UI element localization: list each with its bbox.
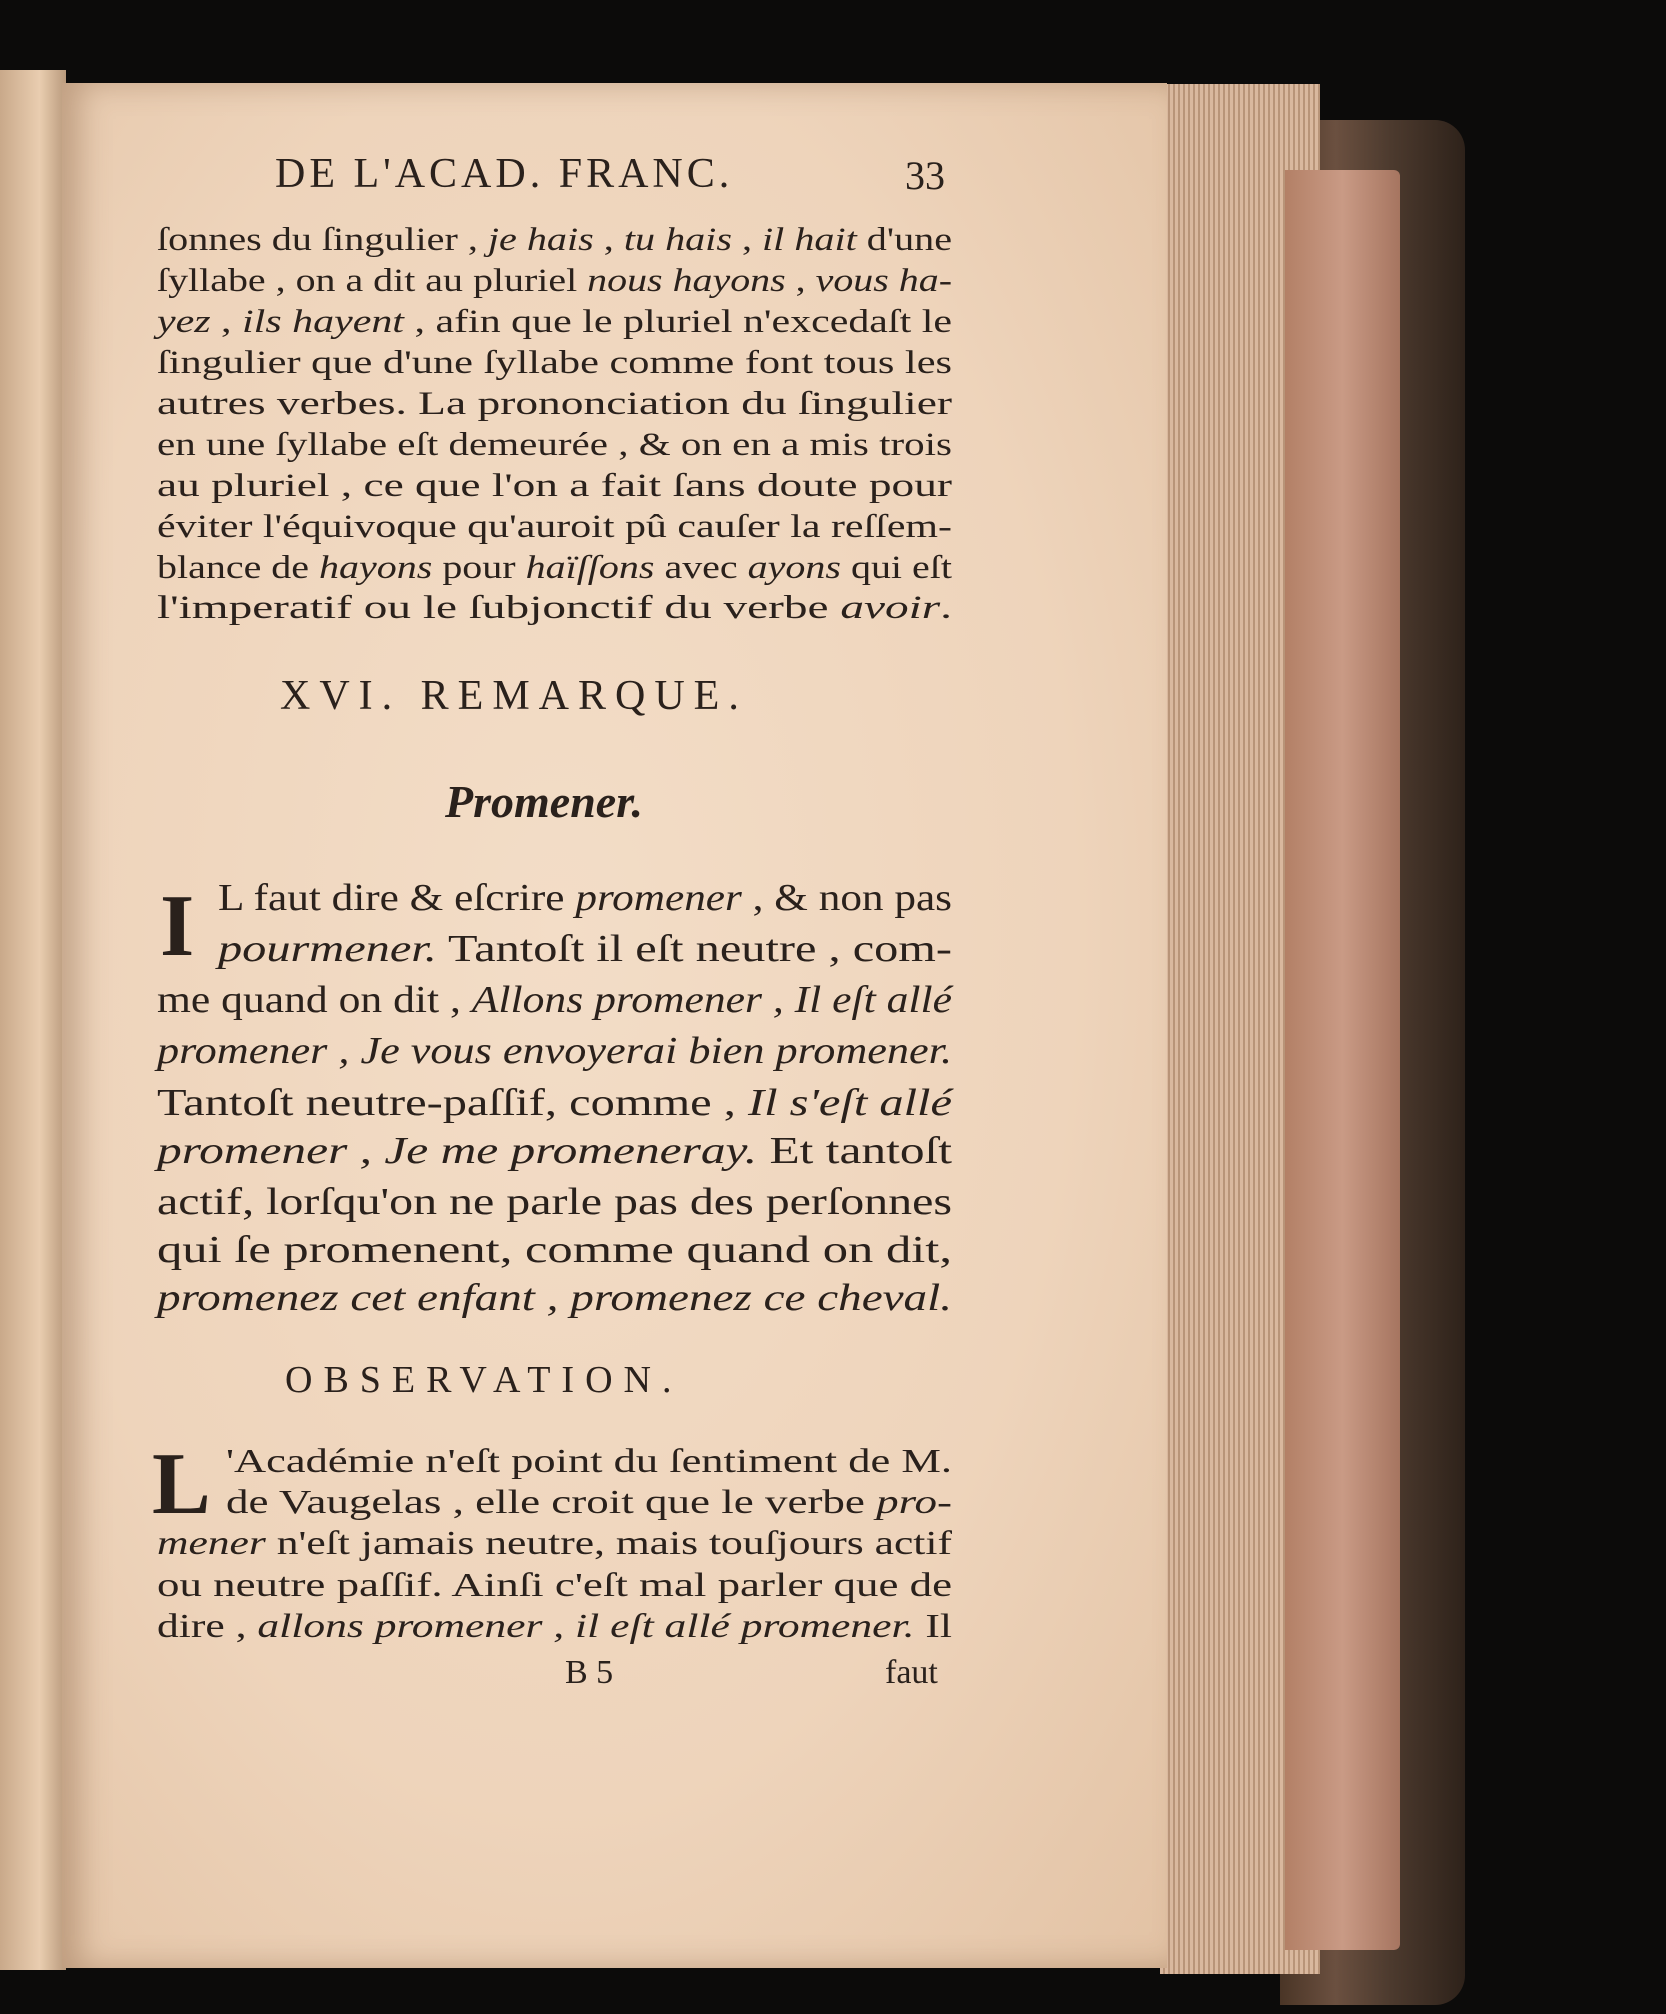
text: qui eſt <box>840 550 952 586</box>
text-line <box>157 980 952 1020</box>
page-number: 33 <box>905 153 945 198</box>
text-line <box>157 261 952 301</box>
text-line <box>157 466 952 506</box>
text: , <box>210 304 243 340</box>
italic-text: hayons <box>319 550 433 586</box>
left-page <box>0 70 66 1970</box>
remarque-title: Promener. <box>445 776 644 827</box>
italic-text: haïſſons <box>525 550 655 586</box>
text: l'imperatif ou le ſubjonctif du verbe <box>157 590 841 626</box>
text: ſyllabe , on a dit au pluriel <box>157 263 588 299</box>
text: de Vaugelas , elle croit que le verbe <box>226 1484 877 1521</box>
observation-heading: OBSERVATION. <box>285 1359 683 1401</box>
text: autres verbes. La prononciation du ſingulier <box>157 386 952 422</box>
text: n'eſt jamais neutre, mais touſjours actif <box>265 1525 952 1562</box>
text: . <box>940 590 952 626</box>
italic-text: je hais <box>487 222 594 258</box>
text: ou neutre paſſif. Ainſi c'eſt mal parler que de <box>157 1567 952 1604</box>
italic-text: pourmener. <box>218 928 437 970</box>
italic-text: pro- <box>876 1484 952 1521</box>
italic-text: avoir <box>840 590 941 626</box>
dropcap-i: I <box>160 878 195 975</box>
text-line <box>157 425 952 465</box>
italic-text: allons promener , il eſt allé promener. <box>257 1608 915 1645</box>
text: éviter l'équivoque qu'auroit pû cauſer la reſſem- <box>157 509 952 545</box>
text-line <box>157 220 952 260</box>
text: d'une <box>856 222 952 258</box>
text: Tantoſt neutre-paſſif, comme , <box>157 1082 748 1124</box>
text-line <box>157 1524 952 1564</box>
text-line <box>218 878 952 918</box>
text: avec <box>654 550 748 586</box>
catchword: faut <box>885 1654 938 1691</box>
italic-text: Allons promener , Il eſt allé <box>471 979 952 1021</box>
text: au pluriel , ce que l'on a fait ſans doute pour <box>157 468 952 504</box>
text-line <box>157 507 952 547</box>
text-line <box>157 1182 952 1222</box>
text-line <box>157 548 952 588</box>
text: me quand on dit , <box>157 979 472 1021</box>
italic-text: promener <box>575 877 742 919</box>
text-line <box>157 1131 952 1171</box>
text-line <box>157 588 952 628</box>
italic-text: ayons <box>747 550 841 586</box>
text: dire , <box>157 1608 258 1645</box>
fore-edge <box>1285 170 1400 1950</box>
text: blance de <box>157 550 320 586</box>
italic-text: mener <box>157 1525 266 1562</box>
text-line <box>157 1031 952 1071</box>
italic-text: promenez cet enfant , promenez ce cheval. <box>157 1277 952 1319</box>
text: pour <box>432 550 526 586</box>
dropcap-l: L <box>152 1436 211 1533</box>
text: L faut dire & eſcrire <box>218 877 576 919</box>
text: , <box>731 222 763 258</box>
text: , & non pas <box>741 877 952 919</box>
text: , <box>785 263 816 299</box>
text-line <box>157 302 952 342</box>
text-line <box>157 1230 952 1270</box>
italic-text: yez <box>157 304 211 340</box>
running-head: DE L'ACAD. FRANC. <box>275 151 734 197</box>
text: ſingulier que d'une ſyllabe comme font tous les <box>157 345 953 381</box>
italic-text: promener , Je vous envoyerai bien promener. <box>157 1030 952 1072</box>
italic-text: ils hayent <box>242 304 404 340</box>
text: , afin que le pluriel n'excedaſt le <box>403 304 952 340</box>
text: Il <box>914 1608 952 1645</box>
text: ſonnes du ſingulier , <box>157 222 488 258</box>
text-line <box>226 1483 952 1523</box>
remarque-heading: XVI. REMARQUE. <box>280 673 748 719</box>
text: Tantoſt il eſt neutre , com- <box>436 928 952 970</box>
italic-text: vous ha- <box>815 263 952 299</box>
italic-text: tu hais <box>623 222 732 258</box>
text: , <box>593 222 624 258</box>
text-line <box>226 1442 952 1482</box>
text-line <box>157 343 952 383</box>
text-line <box>157 1566 952 1606</box>
text: Et tantoſt <box>757 1130 952 1172</box>
text: qui ſe promenent, comme quand on dit, <box>157 1229 952 1271</box>
italic-text: il hait <box>762 222 857 258</box>
italic-text: promener , Je me promeneray. <box>157 1130 758 1172</box>
text-line <box>157 384 952 424</box>
signature-mark: B 5 <box>565 1654 614 1691</box>
text-line <box>157 1607 952 1647</box>
italic-text: nous hayons <box>587 263 786 299</box>
text: en une ſyllabe eſt demeurée , & on en a mis trois <box>157 427 952 463</box>
text-line <box>157 1278 952 1318</box>
italic-text: Il s'eſt allé <box>747 1082 952 1124</box>
text: actif, lorſqu'on ne parle pas des perſonnes <box>157 1181 952 1223</box>
text-line <box>157 1083 952 1123</box>
text-line <box>218 929 952 969</box>
text: 'Académie n'eſt point du ſentiment de M. <box>226 1443 952 1480</box>
